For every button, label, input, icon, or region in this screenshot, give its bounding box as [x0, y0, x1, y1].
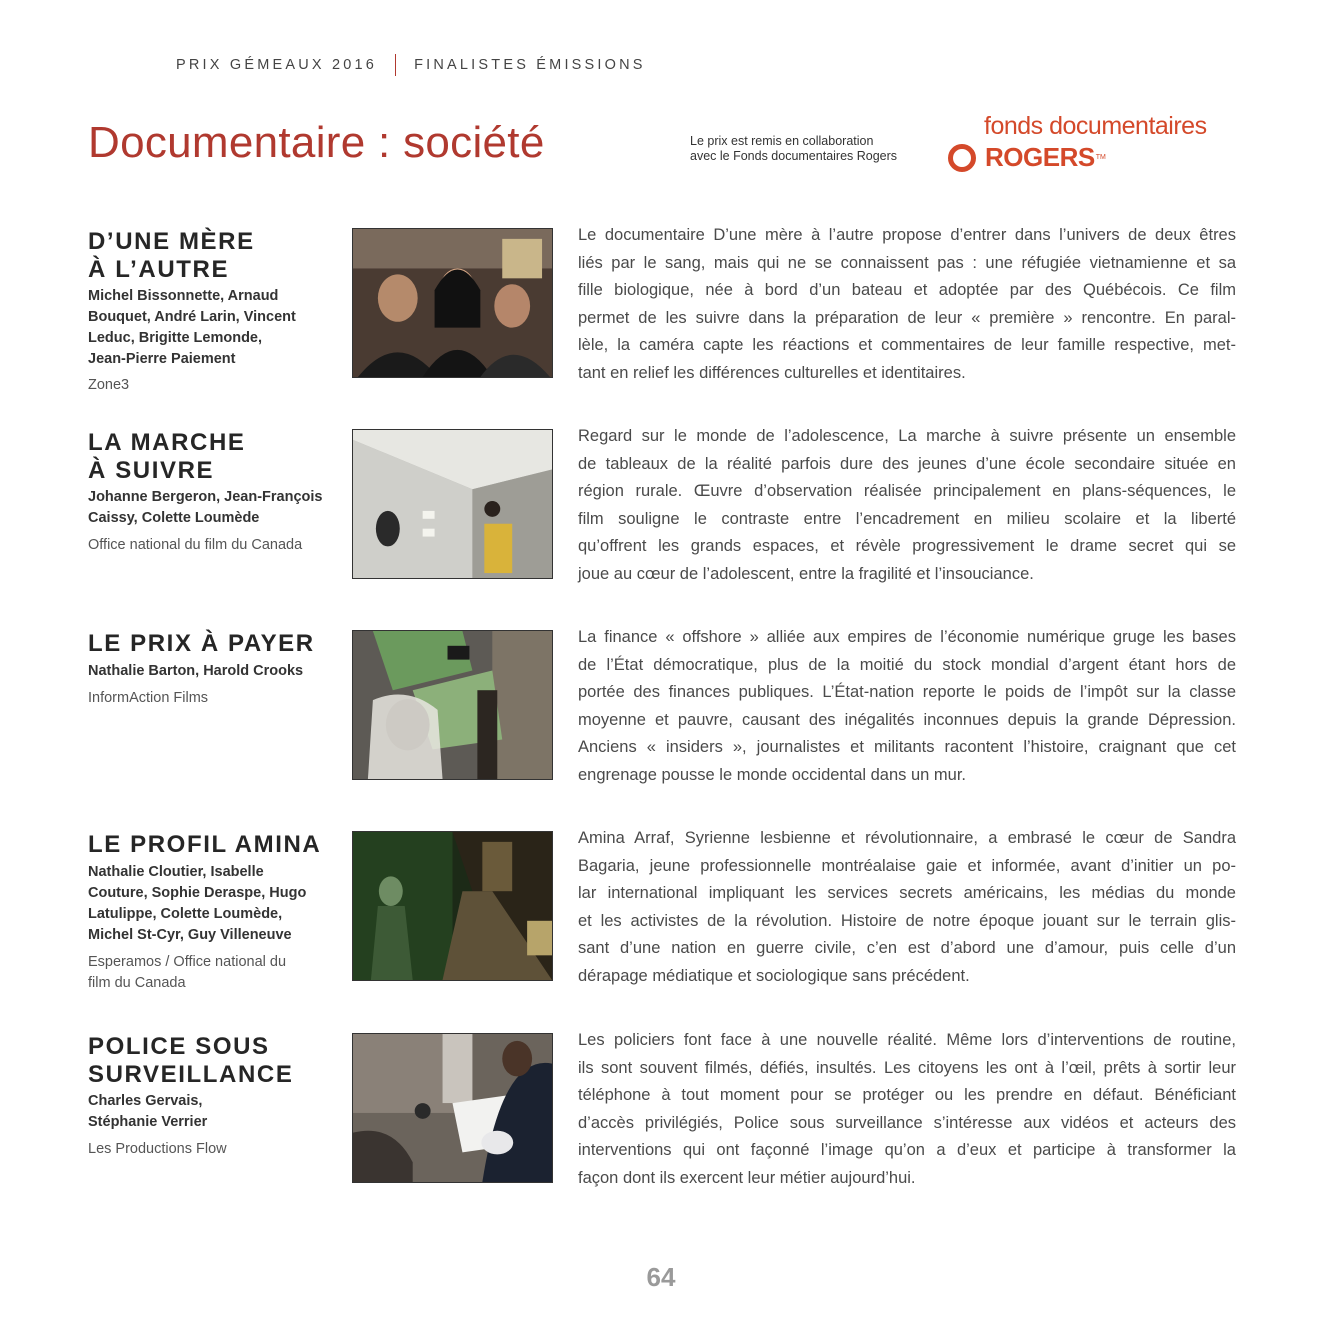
- description-line: et les activistes de la révolution. Histoire de notre époque jouant sur le terrain glis-: [578, 911, 1236, 930]
- header-event: PRIX GÉMEAUX 2016: [176, 57, 378, 73]
- entry-title-line: À SUIVRE: [88, 457, 215, 484]
- entry-description: [578, 624, 1236, 789]
- description-line: lar international impliquant les services secrets américains, les médias du monde: [578, 884, 1236, 902]
- entry-title-line: LE PROFIL AMINA: [88, 831, 322, 858]
- entry-description: [578, 1027, 1236, 1192]
- credit-line: Nathalie Barton, Harold Crooks: [88, 663, 304, 679]
- description-line: joue au cœur de l’adolescent, entre la fragilité et l’insouciance.: [578, 564, 1034, 583]
- finalist-entry: [0, 630, 1322, 820]
- collaboration-line-2: avec le Fonds documentaires Rogers: [690, 149, 898, 163]
- credit-line: Michel Bissonnette, Arnaud: [88, 288, 279, 304]
- description-line: La finance « offshore » alliée aux empires de l’économie numérique gruge les bases: [578, 628, 1236, 646]
- entry-credits: [88, 286, 338, 370]
- entry-description: [578, 222, 1236, 387]
- entry-producer: [88, 375, 338, 396]
- description-line: d’accès privilégiés, Police sous surveillance s’intéresse aux vidéos et acteurs des: [578, 1113, 1236, 1132]
- description-line: permet de les suivre dans la préparation de leur « première » rencontre. En paral-: [578, 308, 1236, 327]
- entry-credits: [88, 487, 338, 529]
- description-line: portée des finances publiques. L’État-nation reporte le poids de l’impôt sur la classe: [578, 683, 1236, 701]
- credit-line: Caissy, Colette Loumède: [88, 510, 260, 526]
- description-line: tant en relief les différences culturelles et identitaires.: [578, 363, 966, 382]
- entry-description: [578, 423, 1236, 588]
- credit-line: Bouquet, André Larin, Vincent: [88, 309, 296, 325]
- producer-line: Office national du film du Canada: [88, 537, 303, 553]
- description-line: Les policiers font face à une nouvelle réalité. Même lors d’interventions de routine,: [578, 1031, 1236, 1049]
- entry-credits: [88, 862, 338, 946]
- description-line: Le documentaire D’une mère à l’autre propose d’entrer dans l’univers de deux êtres: [578, 226, 1236, 244]
- page-title: Documentaire : société: [88, 118, 545, 167]
- entry-producer: [88, 952, 338, 994]
- producer-line: Esperamos / Office national du: [88, 954, 287, 970]
- description-line: de l’État démocratique, plus de la moitié du stock mondial d’argent étant hors de: [578, 655, 1236, 674]
- description-line: qu’offrent les grands espaces, et révèle progressivement le drame secret qui se: [578, 537, 1236, 555]
- entry-credits: [88, 661, 338, 682]
- description-line: région rurale. Œuvre d’observation réalisée principalement en plans-séquences, le: [578, 482, 1236, 500]
- finalist-entry: [0, 1033, 1322, 1223]
- producer-line: film du Canada: [88, 975, 186, 991]
- description-line: dérapage médiatique et sociologique sans précédent.: [578, 966, 970, 985]
- page-number: 64: [646, 1262, 676, 1292]
- description-line: engrenage pousse le monde occidental dans un mur.: [578, 765, 967, 784]
- description-line: Bagaria, jeune professionnelle montréalaise gaie et informée, avant d’initier un po-: [578, 856, 1236, 875]
- trademark: TM: [1095, 154, 1106, 161]
- entry-photo: [352, 228, 553, 378]
- description-line: Regard sur le monde de l’adolescence, La marche à suivre présente un ensemble: [578, 427, 1236, 445]
- entry-title: [88, 1033, 338, 1089]
- sponsor-logo-top: fonds documentaires: [984, 112, 1207, 140]
- running-header: [176, 54, 646, 76]
- sponsor-brand: ROGERS: [985, 142, 1095, 172]
- description-line: liés par le sang, mais qui ne se connaissent pas : une réfugiée vietnamienne et sa: [578, 253, 1236, 272]
- entry-producer: [88, 535, 338, 556]
- producer-line: InformAction Films: [88, 690, 209, 706]
- description-line: façon dont ils exercent leur métier aujourd’hui.: [578, 1168, 916, 1187]
- description-line: ils sont souvent filmés, défiés, insultés. Les citoyens les ont à l’œil, prêts à sortir leur: [578, 1058, 1236, 1077]
- credit-line: Jean-Pierre Paiement: [88, 351, 236, 367]
- rogers-ring-icon: [948, 144, 976, 172]
- sponsor-logo: [948, 112, 1238, 173]
- producer-line: Zone3: [88, 377, 130, 393]
- entry-photo: [352, 630, 553, 780]
- entry-title: [88, 630, 338, 658]
- entry-title-line: POLICE SOUS: [88, 1033, 270, 1060]
- description-line: téléphone à tout moment pour se protéger ou les prendre en défaut. Bénéficiant: [578, 1086, 1236, 1104]
- credit-line: Charles Gervais,: [88, 1093, 203, 1109]
- entry-title-line: LE PRIX À PAYER: [88, 630, 315, 657]
- producer-line: Les Productions Flow: [88, 1141, 227, 1157]
- entry-credits: [88, 1091, 338, 1133]
- credit-line: Latulippe, Colette Loumède,: [88, 906, 283, 922]
- description-line: interventions qui ont façonné l’image qu’on a d’eux et participe à transformer la: [578, 1141, 1236, 1159]
- credit-line: Michel St-Cyr, Guy Villeneuve: [88, 927, 292, 943]
- header-separator: [395, 54, 396, 76]
- entry-title: [88, 228, 338, 284]
- entry-producer: [88, 688, 338, 709]
- finalist-entry: [0, 228, 1322, 418]
- description-line: lèle, la caméra capte les réactions et commentaires de leur famille respective, met-: [578, 336, 1236, 354]
- entry-title-line: À L’AUTRE: [88, 256, 230, 283]
- entry-title: [88, 429, 338, 485]
- entry-photo: [352, 429, 553, 579]
- collaboration-note: [690, 134, 897, 164]
- finalist-entry: [0, 429, 1322, 619]
- description-line: Anciens « insiders », journalistes et militants racontent l’histoire, craignant que cet: [578, 738, 1236, 756]
- credit-line: Johanne Bergeron, Jean-François: [88, 489, 323, 505]
- finalist-entry: [0, 831, 1322, 1021]
- description-line: film souligne le contraste entre l’encadrement en milieu scolaire et la liberté: [578, 509, 1236, 528]
- description-line: de tableaux de la réalité parfois dure des jeunes d’une école secondaire située en: [578, 454, 1236, 473]
- entry-title-line: SURVEILLANCE: [88, 1061, 294, 1088]
- entry-producer: [88, 1139, 338, 1160]
- entry-title-line: D’UNE MÈRE: [88, 228, 255, 255]
- credit-line: Stéphanie Verrier: [88, 1114, 208, 1130]
- credit-line: Couture, Sophie Deraspe, Hugo: [88, 885, 307, 901]
- entry-description: [578, 825, 1236, 990]
- entry-title: [88, 831, 338, 859]
- description-line: sant d’une nation en guerre civile, c’en est d’abord une d’amour, puis celle d’un: [578, 939, 1236, 957]
- credit-line: Leduc, Brigitte Lemonde,: [88, 330, 263, 346]
- description-line: fille biologique, née à bord d’un bateau et adoptée par des Québécois. Ce film: [578, 281, 1236, 299]
- header-section: FINALISTES ÉMISSIONS: [414, 57, 646, 73]
- description-line: Amina Arraf, Syrienne lesbienne et révolutionnaire, a embrasé le cœur de Sandra: [578, 829, 1236, 847]
- sponsor-logo-mark: [948, 142, 1238, 173]
- credit-line: Nathalie Cloutier, Isabelle: [88, 864, 264, 880]
- entry-photo: [352, 1033, 553, 1183]
- collaboration-line-1: Le prix est remis en collaboration: [690, 134, 874, 148]
- entry-photo: [352, 831, 553, 981]
- entry-title-line: LA MARCHE: [88, 429, 246, 456]
- description-line: moyenne et pauvre, causant des inégalités inconnues depuis la grande Dépression.: [578, 710, 1236, 729]
